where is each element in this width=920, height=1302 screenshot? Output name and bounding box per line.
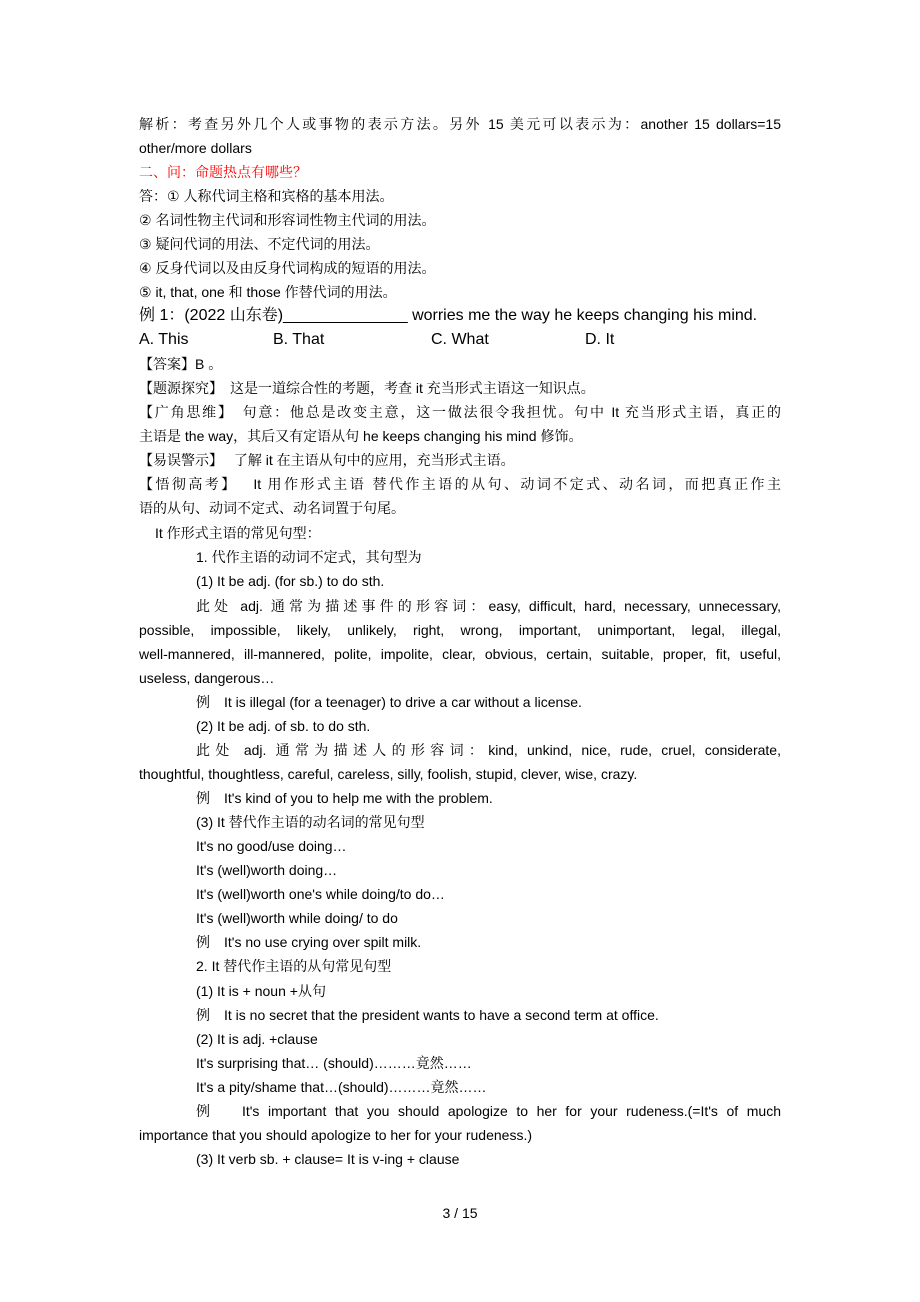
pattern-line: (2) It be adj. of sb. to do sth. (196, 718, 371, 734)
pattern-line: It's (well)worth while doing/ to do (196, 910, 398, 926)
pattern-line: (2) It is adj. +clause (196, 1031, 318, 1047)
adjective-list: well-mannered, ill-mannered, polite, impolite, clear, obvious, certain, suitable, proper, fit, useful, (139, 646, 781, 662)
pattern-line: (1) It is + noun +从句 (196, 983, 326, 999)
page-number: 3 / 15 (442, 1205, 478, 1221)
insight-line: 语的从句、动词不定式、动名词置于句尾。 (139, 500, 405, 516)
pattern-heading: 2. It 替代作主语的从句常见句型 (196, 958, 392, 974)
option-b: B. That (273, 331, 325, 348)
adjective-list: 此处 adj. 通常为描述事件的形容词：easy, difficult, hard, necessary, unnecessary, (196, 598, 781, 614)
pattern-line: It's (well)worth one's while doing/to do… (196, 886, 445, 902)
example-sentence: 例 It's no use crying over spilt milk. (196, 934, 422, 950)
list-item: ④ 反身代词以及由反身代词构成的短语的用法。 (139, 260, 436, 276)
list-item: ③ 疑问代词的用法、不定代词的用法。 (139, 236, 380, 252)
thinking-line: 主语是 the way，其后又有定语从句 he keeps changing his mind 修饰。 (139, 428, 583, 444)
section-heading: 二、问：命题热点有哪些？ (139, 164, 307, 180)
insight-line: 【悟彻高考】 It 用作形式主语 替代作主语的从句、动词不定式、动名词，而把真正作主 (139, 476, 781, 492)
pattern-heading: (3) It 替代作主语的动名词的常见句型 (196, 814, 425, 830)
analysis-line: 解析：考查另外几个人或事物的表示方法。另外 15 美元可以表示为：another 15 dollars=15 (139, 116, 781, 132)
pattern-line: It's (well)worth doing… (196, 862, 338, 878)
adjective-list: 此处 adj. 通常为描述人的形容词：kind, unkind, nice, rude, cruel, considerate, (196, 742, 781, 758)
option-a: A. This (139, 331, 189, 348)
example-sentence: importance that you should apologize to her for your rudeness.) (139, 1127, 533, 1143)
list-item: ② 名词性物主代词和形容词性物主代词的用法。 (139, 212, 436, 228)
source-line: 【题源探究】 这是一道综合性的考题，考查 it 充当形式主语这一知识点。 (139, 380, 595, 396)
example-sentence: 例 It is illegal (for a teenager) to drive a car without a license. (196, 694, 582, 710)
example-sentence: 例 It's important that you should apologize to her for your rudeness.(=It's of much (196, 1103, 781, 1119)
analysis-line: other/more dollars (139, 140, 252, 156)
list-item: ⑤ it, that, one 和 those 作替代词的用法。 (139, 284, 397, 300)
pattern-line: It's a pity/shame that…(should)………竟然…… (196, 1079, 487, 1095)
thinking-line: 【广角思维】 句意：他总是改变主意，这一做法很令我担忧。句中 It 充当形式主语，真正的 (139, 404, 781, 420)
answer-line: 【答案】B 。 (139, 356, 223, 372)
pattern-line: (3) It verb sb. + clause= It is v-ing + clause (196, 1151, 460, 1167)
subheading: It 作形式主语的常见句型： (155, 525, 321, 541)
pattern-line: (1) It be adj. (for sb.) to do sth. (196, 573, 385, 589)
adjective-list: useless, dangerous… (139, 670, 275, 686)
adjective-list: thoughtful, thoughtless, careful, careless, silly, foolish, stupid, clever, wise, crazy. (139, 766, 638, 782)
adjective-list: possible, impossible, likely, unlikely, right, wrong, important, unimportant, legal, illegal, (139, 622, 781, 638)
pattern-line: It's no good/use doing… (196, 838, 347, 854)
example-sentence: 例 It's kind of you to help me with the problem. (196, 790, 493, 806)
list-item: 答：① 人称代词主格和宾格的基本用法。 (139, 188, 394, 204)
pattern-heading: 1. 代作主语的动词不定式，其句型为 (196, 549, 422, 565)
option-c: C. What (431, 331, 489, 348)
example-sentence: 例 It is no secret that the president wants to have a second term at office. (196, 1007, 659, 1023)
warning-line: 【易误警示】 了解 it 在主语从句中的应用，充当形式主语。 (139, 452, 515, 468)
example-question: 例 1：(2022 山东卷)______________ worries me the way he keeps changing his mind. (139, 307, 758, 324)
option-d: D. It (585, 331, 615, 348)
pattern-line: It's surprising that… (should)………竟然…… (196, 1055, 472, 1071)
